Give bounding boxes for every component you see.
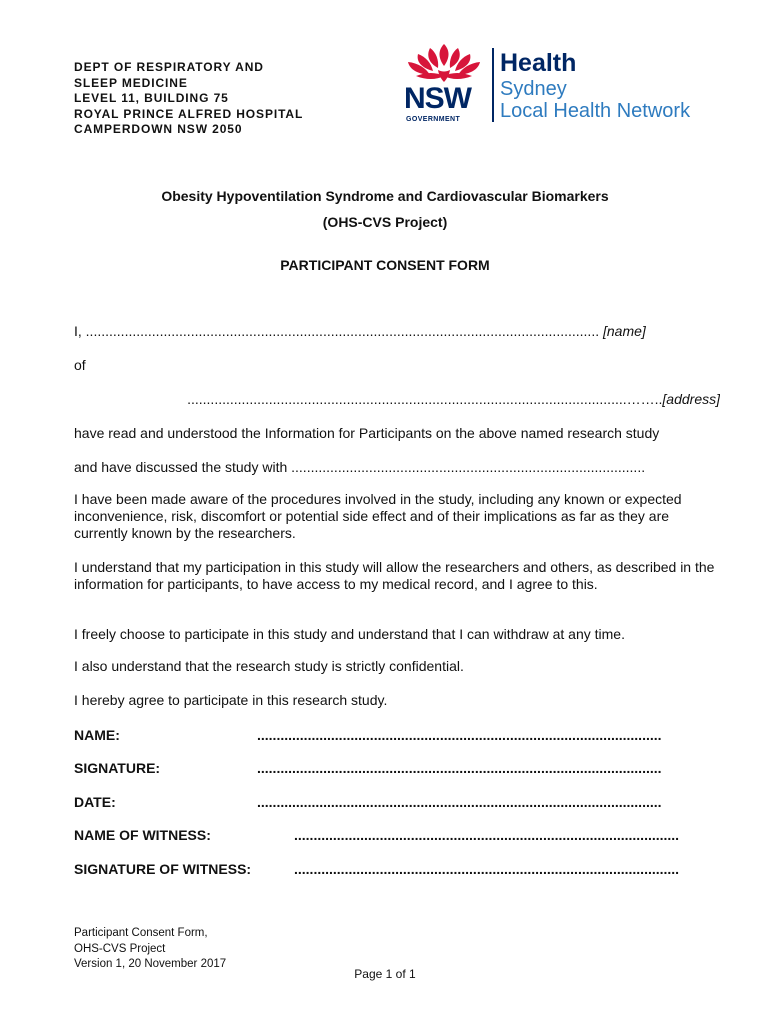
nsw-health-logo xyxy=(402,40,722,124)
name-field[interactable]: ........................................................................................................ xyxy=(257,727,662,743)
logo-divider xyxy=(492,48,494,122)
discussed-prefix: and have discussed the study with xyxy=(74,459,292,475)
signature-field-label: SIGNATURE: xyxy=(74,760,161,776)
logo-nsw-text: NSW xyxy=(404,82,471,115)
witness-name-field-label: NAME OF WITNESS: xyxy=(74,827,211,843)
consent-paragraph: I also understand that the research study is strictly confidential. xyxy=(74,658,464,674)
project-title: (OHS-CVS Project) xyxy=(322,214,448,230)
name-blank[interactable]: .................................................................................................................................... xyxy=(85,323,600,339)
footer-line: OHS-CVS Project xyxy=(74,942,166,955)
name-field-label: NAME: xyxy=(74,727,120,743)
participant-name-line xyxy=(74,323,720,340)
signature-field[interactable]: ........................................................................................................ xyxy=(257,760,662,776)
witness-name-field[interactable]: ................................................................................................... xyxy=(294,827,680,843)
study-title: Obesity Hypoventilation Syndrome and Cardiovascular Biomarkers xyxy=(161,188,609,204)
logo-sydney-text: Sydney xyxy=(500,78,567,100)
address-line: LEVEL 11, BUILDING 75 xyxy=(74,91,229,105)
date-field[interactable]: ........................................................................................................ xyxy=(257,794,662,810)
logo-government-text: GOVERNMENT xyxy=(406,116,461,123)
consent-paragraph: I hereby agree to participate in this research study. xyxy=(74,692,388,708)
date-field-label: DATE: xyxy=(74,794,116,810)
footer-line: Participant Consent Form, xyxy=(74,927,208,939)
waratah-icon xyxy=(402,40,486,84)
page-number: Page 1 of 1 xyxy=(354,967,416,981)
name-hint: [name] xyxy=(599,323,646,339)
witness-signature-field[interactable]: ................................................................................................... xyxy=(294,861,680,877)
address-line: DEPT OF RESPIRATORY AND xyxy=(74,60,264,74)
address-line: CAMPERDOWN NSW 2050 xyxy=(74,122,243,136)
discussed-blank[interactable]: ........................................................................................... xyxy=(291,459,646,475)
address-blank[interactable]: .................................................................................................................…….. xyxy=(187,391,663,407)
address-hint: [address] xyxy=(662,391,720,407)
address-line: SLEEP MEDICINE xyxy=(74,75,188,90)
consent-paragraph: I understand that my participation in this study will allow the researchers and others, as described in the information for participants, to have access to my medical record, and I agree to this. xyxy=(74,559,715,592)
consent-paragraph: I have been made aware of the procedures involved in the study, including any known or expected inconvenience, risk, discomfort or potential side effect and of their implications as far as they are currently known by the researchers. xyxy=(74,491,682,541)
consent-paragraph: I freely choose to participate in this study and understand that I can withdraw at any time. xyxy=(74,626,625,642)
document-footer xyxy=(74,926,226,973)
logo-network-text: Local Health Network xyxy=(500,100,691,122)
department-address xyxy=(74,60,303,138)
discussed-line xyxy=(74,459,720,476)
footer-line: Version 1, 20 November 2017 xyxy=(74,958,227,970)
form-title: PARTICIPANT CONSENT FORM xyxy=(280,257,490,273)
name-prefix: I, xyxy=(74,323,86,339)
logo-health-text: Health xyxy=(500,49,577,77)
witness-signature-field-label: SIGNATURE OF WITNESS: xyxy=(74,861,252,877)
of-label: of xyxy=(74,357,86,373)
participant-address-line xyxy=(74,391,720,408)
address-line: ROYAL PRINCE ALFRED HOSPITAL xyxy=(74,106,304,121)
read-statement: have read and understood the Information for Participants on the above named research study xyxy=(74,425,660,441)
